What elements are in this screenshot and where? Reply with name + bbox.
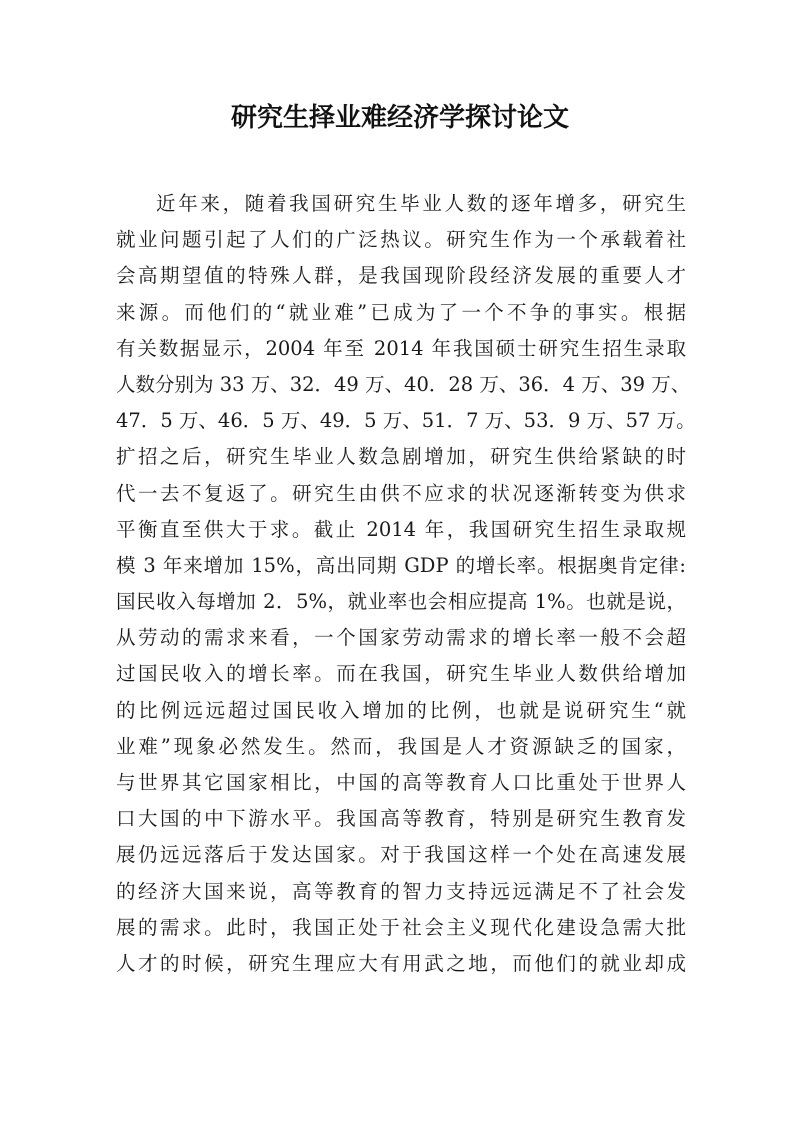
text-line: 代一去不复返了。研究生由供不应求的状况逐渐转变为供求: [116, 481, 686, 505]
text-line: 的经济大国来说，高等教育的智力支持远远满足不了社会发: [116, 879, 686, 903]
text-line: 平衡直至供大于求。截止 2014 年，我国研究生招生录取规: [116, 517, 686, 541]
text-line: 来源。而他们的“就业难”已成为了一个不争的事实。根据: [116, 300, 686, 324]
text-line: 口大国的中下游水平。我国高等教育，特别是研究生教育发: [116, 807, 686, 831]
text-line: 业难”现象必然发生。然而，我国是人才资源缺乏的国家，: [116, 734, 686, 758]
text-line: 过国民收入的增长率。而在我国，研究生毕业人数供给增加: [116, 662, 686, 686]
body-paragraph: [116, 186, 696, 982]
document-title: 研究生择业难经济学探讨论文: [230, 103, 569, 133]
text-line: 就业问题引起了人们的广泛热议。研究生作为一个承载着社: [116, 228, 686, 252]
text-line: 展的需求。此时，我国正处于社会主义现代化建设急需大批: [116, 915, 686, 939]
text-line: 人才的时候，研究生理应大有用武之地，而他们的就业却成: [116, 951, 686, 975]
text-line: 有关数据显示，2004 年至 2014 年我国硕士研究生招生录取: [116, 336, 686, 360]
text-line: 47．5 万、46．5 万、49．5 万、51．7 万、53．9 万、57 万。: [116, 409, 696, 433]
text-line: 与世界其它国家相比，中国的高等教育人口比重处于世界人: [116, 771, 686, 794]
text-line: 模 3 年来增加 15%，高出同期 GDP 的增长率。根据奥肯定律:: [116, 553, 686, 577]
text-line: 的比例远远超过国民收入增加的比例，也就是说研究生“就: [116, 698, 686, 722]
text-line: 扩招之后，研究生毕业人数急剧增加，研究生供给紧缺的时: [116, 445, 686, 469]
text-line: 国民收入每增加 2．5%，就业率也会相应提高 1%。也就是说，: [116, 590, 686, 614]
text-line: 从劳动的需求来看，一个国家劳动需求的增长率一般不会超: [116, 626, 686, 650]
text-line: 人数分别为 33 万、32．49 万、40．28 万、36．4 万、39 万、: [116, 372, 691, 396]
text-line: 近年来，随着我国研究生毕业人数的逐年增多，研究生: [156, 192, 686, 215]
text-line: 展仍远远落后于发达国家。对于我国这样一个处在高速发展: [116, 843, 686, 867]
text-line: 会高期望值的特殊人群，是我国现阶段经济发展的重要人才: [116, 264, 686, 288]
